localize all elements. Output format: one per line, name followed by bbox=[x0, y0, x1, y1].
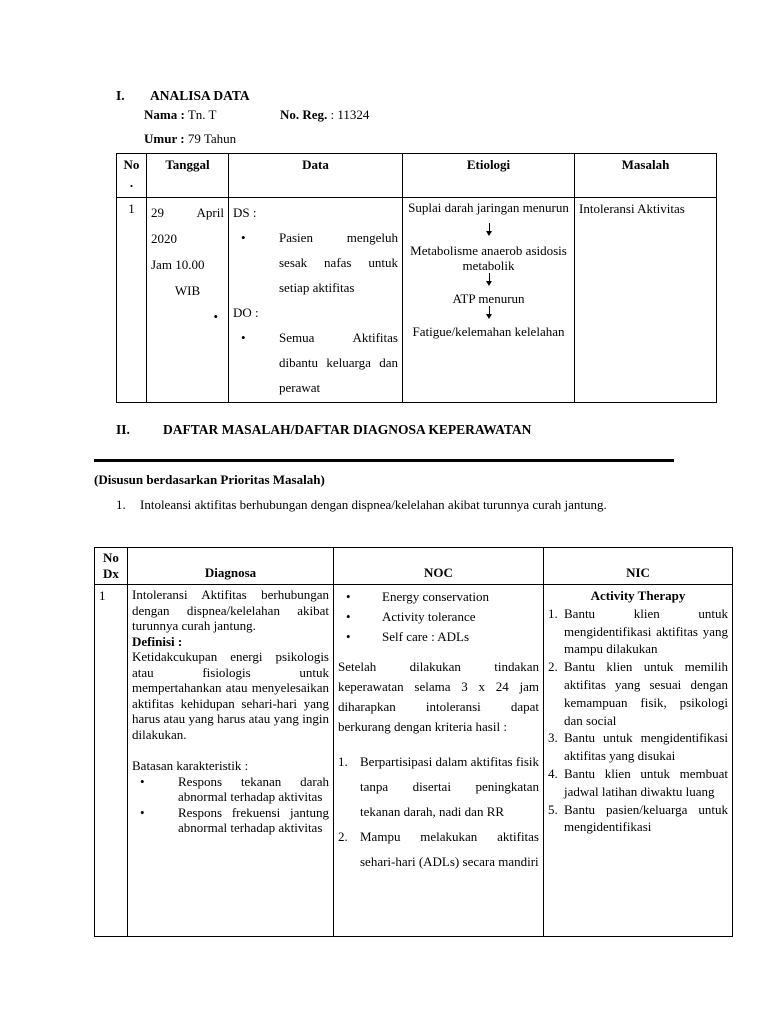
nic-cell bbox=[544, 585, 733, 937]
header-no-dx: No Dx bbox=[95, 548, 128, 585]
tanggal-line2: 2020 bbox=[151, 231, 177, 246]
etiologi-step-1: Suplai darah jaringan menurun bbox=[408, 200, 569, 215]
header-etiologi: Etiologi bbox=[403, 154, 575, 198]
header-data: Data bbox=[229, 154, 403, 198]
noreg-value: : 11324 bbox=[330, 107, 370, 122]
header-noc: NOC bbox=[334, 548, 544, 585]
nic-item-text: Bantu klien untuk mengidentifikasi aktifitas yang mampu dilakukan bbox=[564, 605, 728, 657]
nic-item-1 bbox=[548, 605, 728, 658]
patient-name-row bbox=[144, 107, 216, 123]
arrow-down-icon bbox=[407, 306, 570, 320]
nic-item-2 bbox=[548, 658, 728, 729]
tanggal-line1 bbox=[151, 200, 224, 226]
nic-item-number: 1. bbox=[548, 605, 558, 621]
batasan-item bbox=[132, 774, 329, 805]
diagnosis-item-text: Intoleansi aktifitas berhubungan dengan dispnea/kelelahan akibat turunnya curah jantung. bbox=[140, 497, 607, 512]
nic-item-3 bbox=[548, 729, 728, 765]
noc-item bbox=[338, 587, 539, 607]
batasan-item-text: Respons tekanan darah abnormal terhadap aktivitas bbox=[178, 773, 329, 804]
diagnosa-cell bbox=[128, 585, 334, 937]
nic-item-number: 3. bbox=[548, 730, 558, 746]
etiologi-step-4: Fatigue/kelemahan kelelahan bbox=[412, 324, 565, 339]
batasan-item-text: Respons frekuensi jantung abnormal terhadap aktivitas bbox=[178, 804, 329, 835]
etiologi-step-2: Metabolisme anaerob asidosis metabolik bbox=[410, 243, 567, 273]
arrow-down-icon bbox=[407, 223, 570, 237]
analisa-data-table bbox=[116, 153, 717, 403]
header-no: No . bbox=[117, 154, 147, 198]
noreg-label: No. Reg. bbox=[280, 107, 328, 122]
nic-item-text: Bantu klien untuk membuat jadwal latihan diwaktu luang bbox=[564, 765, 728, 799]
umur-row bbox=[144, 131, 236, 147]
batasan-item bbox=[132, 805, 329, 836]
nic-item-number: 4. bbox=[548, 765, 558, 781]
section2-title: DAFTAR MASALAH/DAFTAR DIAGNOSA KEPERAWATAN bbox=[163, 422, 532, 437]
noc-item bbox=[338, 627, 539, 647]
noc-item-text: Energy conservation bbox=[382, 589, 489, 604]
do-item bbox=[233, 325, 398, 400]
table2-header-row bbox=[95, 548, 733, 585]
batasan-label: Batasan karakteristik : bbox=[132, 758, 249, 773]
row-etiologi bbox=[403, 198, 575, 403]
row-masalah: Intoleransi Aktivitas bbox=[575, 198, 717, 403]
header-nic: NIC bbox=[544, 548, 733, 585]
noc-item-text: Self care : ADLs bbox=[382, 629, 470, 644]
noc-text: Setelah dilakukan tindakan keperawatan selama 3 x 24 jam diharapkan intoleransi dapat berkurang dengan kriteria hasil : bbox=[338, 659, 539, 734]
section1-title: ANALISA DATA bbox=[150, 88, 250, 103]
ds-item-text: Pasien mengeluh sesak nafas untuk setiap aktifitas bbox=[279, 230, 398, 295]
row-data bbox=[229, 198, 403, 403]
table2-row bbox=[95, 585, 733, 937]
noc-criteria-2 bbox=[338, 824, 539, 874]
header-tanggal: Tanggal bbox=[147, 154, 229, 198]
nic-item-5 bbox=[548, 801, 728, 837]
nic-item-text: Bantu pasien/keluarga untuk mengidentifikasi bbox=[564, 801, 728, 835]
nic-item-4 bbox=[548, 765, 728, 801]
tanggal-line4: WIB bbox=[174, 283, 201, 298]
noreg-row bbox=[280, 107, 369, 123]
section2-subtitle: (Disusun berdasarkan Prioritas Masalah) bbox=[94, 472, 325, 487]
definisi-label: Definisi : bbox=[132, 633, 183, 649]
arrow-down-icon bbox=[407, 273, 570, 287]
tanggal-month: April bbox=[196, 205, 224, 220]
nic-item-text: Bantu untuk mengidentifikasi aktifitas yang disukai bbox=[564, 730, 728, 764]
noc-cell bbox=[334, 585, 544, 937]
noc-item bbox=[338, 607, 539, 627]
dx-no: 1 bbox=[95, 585, 128, 937]
ds-label: DS : bbox=[233, 205, 257, 220]
definisi-text: Ketidakcukupan energi psikologis atau fisiologis untuk mempertahankan atau menyelesaikan aktifitas kehidupan sehari-hari yang harus atau yang harus atau yang ingin dilakukan. bbox=[132, 649, 329, 742]
section2-number: II. bbox=[116, 422, 130, 437]
ds-item bbox=[233, 225, 398, 300]
nic-item-number: 5. bbox=[548, 801, 558, 817]
etiologi-step-3: ATP menurun bbox=[452, 291, 525, 306]
row-no: 1 bbox=[117, 198, 147, 403]
noc-criteria-1 bbox=[338, 749, 539, 824]
tanggal-bullet: • bbox=[213, 309, 218, 324]
nic-title: Activity Therapy bbox=[590, 588, 686, 603]
do-label: DO : bbox=[233, 305, 259, 320]
diagnosis-item-number: 1. bbox=[116, 497, 126, 512]
nic-item-text: Bantu klien untuk memilih aktifitas yang sesuai dengan kemampuan fisik, psikologi dan social bbox=[564, 659, 728, 728]
header-diagnosa: Diagnosa bbox=[128, 548, 334, 585]
umur-label: Umur : bbox=[144, 131, 185, 146]
do-item-text: Semua Aktifitas dibantu keluarga dan perawat bbox=[279, 330, 398, 395]
nic-item-number: 2. bbox=[548, 659, 558, 675]
section-divider bbox=[94, 459, 674, 462]
noc-criteria-number: 1. bbox=[338, 754, 348, 769]
noc-criteria-number: 2. bbox=[338, 829, 348, 844]
nama-label: Nama : bbox=[144, 107, 185, 122]
table1-row bbox=[117, 198, 717, 403]
section1-number: I. bbox=[116, 88, 125, 103]
noc-item-text: Activity tolerance bbox=[382, 609, 476, 624]
noc-criteria-text: Mampu melakukan aktifitas sehari-hari (ADLs) secara mandiri bbox=[360, 829, 539, 869]
diagnosa-text: Intoleransi Aktifitas berhubungan dengan dispnea/kelelahan akibat turunnya curah jantung. bbox=[132, 587, 329, 633]
nama-value: Tn. T bbox=[187, 107, 217, 122]
tanggal-day: 29 bbox=[151, 205, 164, 220]
diagnosa-table bbox=[94, 547, 733, 937]
noc-criteria-text: Berpartisipasi dalam aktifitas fisik tanpa disertai peningkatan tekanan darah, nadi dan RR bbox=[360, 754, 539, 819]
tanggal-line3: Jam 10.00 bbox=[151, 257, 205, 272]
umur-value: 79 Tahun bbox=[187, 131, 237, 146]
row-tanggal bbox=[147, 198, 229, 403]
table1-header-row bbox=[117, 154, 717, 198]
header-masalah: Masalah bbox=[575, 154, 717, 198]
